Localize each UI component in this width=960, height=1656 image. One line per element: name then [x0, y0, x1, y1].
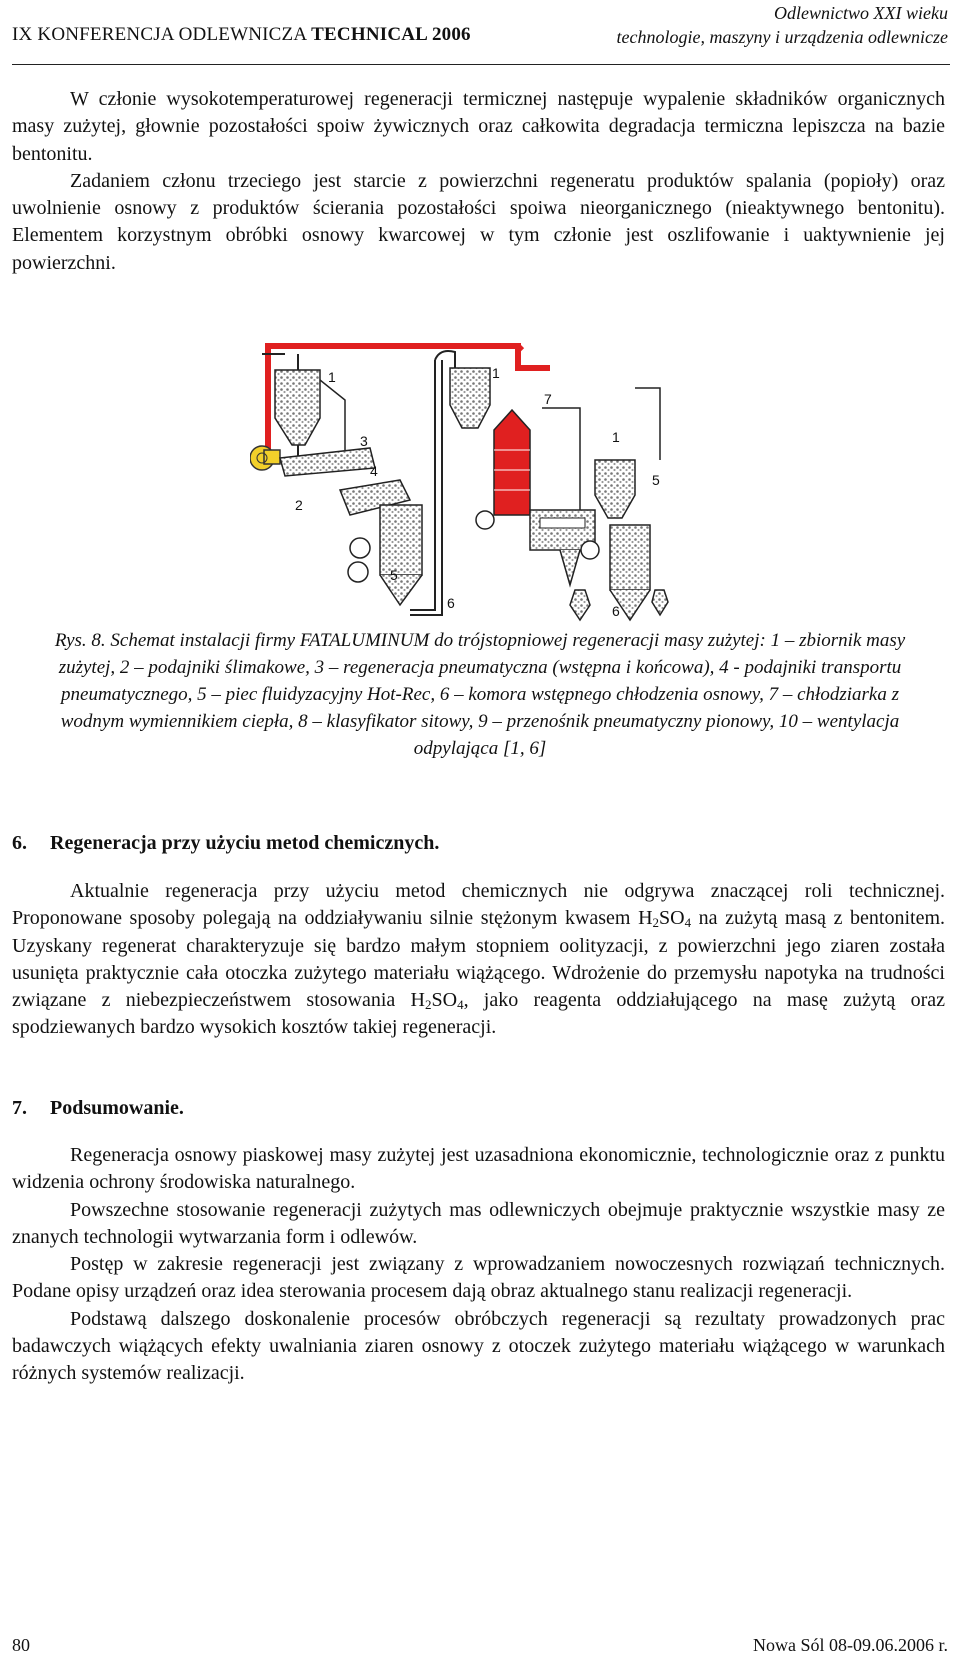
installation-schematic — [250, 340, 705, 650]
label-5: 5 — [652, 472, 660, 488]
label-1: 1 — [328, 369, 336, 385]
label-2: 2 — [295, 497, 303, 513]
section-heading — [12, 1097, 184, 1120]
text-run: , jako reagenta oddziałującego na masę zużytą oraz spodziewanych bardzo wysokich kosztów takiej regeneracji. — [12, 989, 945, 1039]
label-1: 1 — [612, 429, 620, 445]
conference-name: TECHNICAL 2006 — [311, 24, 471, 45]
pneumatic-regenerator — [340, 480, 422, 605]
section-6-text — [12, 878, 945, 1042]
label-5: 5 — [390, 567, 398, 583]
section-7-text — [12, 1142, 945, 1388]
header-rule — [12, 64, 950, 65]
page-number: 80 — [12, 1635, 30, 1655]
journal-title — [617, 1, 948, 49]
section-number: 7. — [12, 1097, 27, 1119]
subscript: 2 — [652, 915, 660, 931]
section-title: Regeneracja przy użyciu metod chemicznych. — [50, 832, 440, 854]
journal-title-line2: technologie, maszyny i urządzenia odlewnicze — [616, 27, 948, 47]
section-title: Podsumowanie. — [50, 1097, 184, 1119]
label-4: 4 — [370, 463, 378, 479]
hopper-icon — [595, 460, 635, 518]
subscript: 2 — [424, 997, 432, 1013]
text-run: na zużytą masą z bentonitem. Uzyskany regenerat charakteryzuje się bardzo małym stopniem oolityzacji, z powierzchni jego ziaren została usunięta praktycznie cała otoczka zużytego materiału wiążącego. Wdrożenie do przemysłu napotyka na trudności związane z niebezpieczeństwem stosowania H — [12, 907, 946, 1012]
journal-title-line1: Odlewnictwo XXI wieku — [774, 3, 948, 23]
text-run: SO — [431, 989, 458, 1012]
paragraph: Zadaniem członu trzeciego jest starcie z powierzchni regeneratu produktów spalania (popioły) oraz uwolnienie osnowy z produktów ścierania pozostałości spoiwa nieorganicznego (nieaktywnego bentonitu). Elementem korzystnym obróbki osnowy kwarcowej w tym członie jest oszlifowanie i uaktywnienie jej powierzchni. — [12, 169, 945, 274]
schematic-drawing — [250, 340, 705, 650]
paragraph: Postęp w zakresie regeneracji jest związany z wprowadzaniem nowoczesnych rozwiązań technicznych. Podane opisy urządzeń oraz idea sterowania procesem dają obraz aktualnego stanu realizacji regeneracji. — [12, 1253, 945, 1303]
subscript: 4 — [457, 997, 464, 1013]
section-number: 6. — [12, 832, 27, 854]
footer-location-date: Nowa Sól 08-09.06.2006 r. — [753, 1635, 948, 1655]
label-7: 7 — [544, 391, 552, 407]
label-1: 1 — [492, 365, 500, 381]
paragraph — [12, 878, 945, 1042]
label-6: 6 — [447, 595, 455, 611]
paragraph: Regeneracja osnowy piaskowej masy zużytej jest uzasadniona ekonomicznie, technologicznie oraz z punktu widzenia ochrony środowiska naturalnego. — [12, 1144, 945, 1194]
fan-icon — [250, 446, 280, 470]
conference-title — [12, 24, 471, 46]
text-run: SO — [659, 907, 685, 930]
paragraph: Powszechne stosowanie regeneracji zużytych mas odlewniczych obejmuje praktycznie wszystkie masy ze znanych technologii wytwarzania form i odlewów. — [12, 1198, 945, 1248]
section-heading — [12, 832, 439, 855]
label-3: 3 — [360, 433, 368, 449]
text-run: Aktualnie regeneracja przy użyciu metod chemicznych nie odgrywa znaczącej roli technicznej. Proponowane sposoby polegają na oddziaływaniu silnie stężonym kwasem H — [12, 880, 945, 930]
paragraph: Podstawą dalszego doskonalenie procesów obróbczych regeneracji są rezultaty prowadzonych prac badawczych wiążących efekty uwalniania ziaren osnowy z otoczek zużytego materiału wiążącego w warunkach różnych systemów realizacji. — [12, 1307, 945, 1385]
furnace-hot-rec — [476, 410, 530, 529]
hopper-icon — [450, 368, 490, 428]
paragraph: W członie wysokotemperaturowej regeneracji termicznej następuje wypalenie składników organicznych masy zużytej, głownie pozostałości spoiw żywicznych oraz całkowita degradacja termiczna lepiszcza na bazie bentonitu. — [12, 88, 945, 165]
subscript: 4 — [684, 915, 692, 931]
page-header — [0, 0, 960, 64]
intro-text — [12, 86, 945, 277]
label-6: 6 — [612, 603, 620, 619]
figure-caption: Rys. 8. Schemat instalacji firmy FATALUMINUM do trójstopniowej regeneracji masy zużytej: 1 – zbiornik masy zużytej, 2 – podajniki ślimakowe, 3 – regeneracja pneumatyczna (wstępna i końcowa), 4 - podajniki transportu pneumatycznego, 5 – piec fluidyzacyjny Hot-Rec, 6 – komora wstępnego chłodzenia osnowy, 7 – chłodziarka z wodnym wymiennikiem ciepła, 8 – klasyfikator sitowy, 9 – przenośnik pneumatyczny pionowy, 10 – wentylacja odpylająca [1, 6] — [54, 630, 906, 759]
conference-prefix: IX KONFERENCJA ODLEWNICZA — [12, 24, 312, 45]
